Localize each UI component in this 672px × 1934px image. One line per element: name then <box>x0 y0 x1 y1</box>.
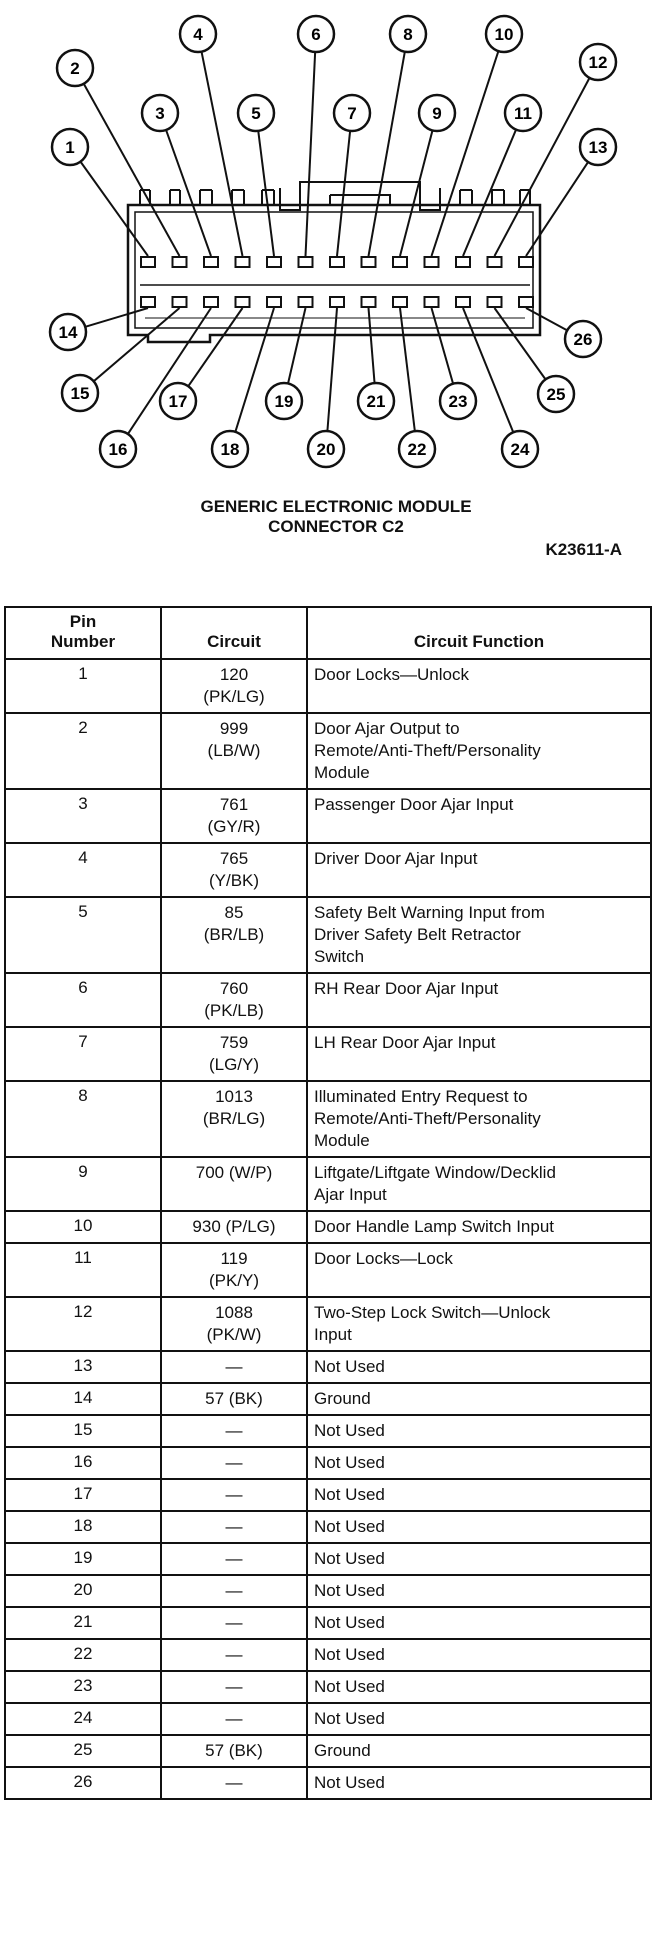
table-row <box>5 1767 651 1799</box>
callout-label-20: 20 <box>316 440 336 459</box>
pin-cavity-6 <box>299 257 313 267</box>
circuit-line: — <box>225 1709 243 1728</box>
leader-line-20 <box>327 308 337 431</box>
function-line: Door Ajar Output to <box>314 719 460 738</box>
diagram-caption-line-1: GENERIC ELECTRONIC MODULE <box>200 497 472 516</box>
circuit-function-cell <box>307 789 651 843</box>
callout-label-11: 11 <box>514 104 532 123</box>
circuit-line: — <box>225 1453 243 1472</box>
pin-number-cell: 3 <box>5 789 161 843</box>
leader-line-10 <box>432 51 499 256</box>
callout-label-15: 15 <box>70 384 90 403</box>
pin-number-cell: 25 <box>5 1735 161 1767</box>
function-line: Not Used <box>314 1517 385 1536</box>
table-row <box>5 1243 651 1297</box>
pin-cavity-2 <box>173 257 187 267</box>
circuit-function-cell <box>307 1243 651 1297</box>
table-row <box>5 1447 651 1479</box>
table-row <box>5 843 651 897</box>
table-row <box>5 1607 651 1639</box>
function-line: Door Locks—Unlock <box>314 665 469 684</box>
function-line: Passenger Door Ajar Input <box>314 795 514 814</box>
pin-cavity-5 <box>267 257 281 267</box>
table-row <box>5 1383 651 1415</box>
function-line: Door Locks—Lock <box>314 1249 453 1268</box>
circuit-cell <box>161 1243 307 1297</box>
circuit-line: — <box>225 1549 243 1568</box>
callout-label-19: 19 <box>274 392 294 411</box>
circuit-line: 120 <box>219 665 249 684</box>
table-row <box>5 1543 651 1575</box>
circuit-cell <box>161 1607 307 1639</box>
circuit-cell <box>161 1639 307 1671</box>
circuit-function-cell <box>307 1671 651 1703</box>
pin-cavity-22 <box>393 297 407 307</box>
circuit-cell <box>161 1447 307 1479</box>
callout-label-17: 17 <box>168 392 188 411</box>
pin-number-cell: 15 <box>5 1415 161 1447</box>
callout-label-10: 10 <box>494 25 514 44</box>
function-line: Ground <box>314 1389 371 1408</box>
table-row <box>5 659 651 713</box>
circuit-line: (GY/R) <box>207 817 261 836</box>
circuit-cell <box>161 1351 307 1383</box>
pin-cavity-7 <box>330 257 344 267</box>
circuit-function-cell <box>307 659 651 713</box>
circuit-cell <box>161 1297 307 1351</box>
pin-number-cell: 1 <box>5 659 161 713</box>
callout-label-22: 22 <box>407 440 427 459</box>
callout-label-3: 3 <box>155 104 165 123</box>
function-line: Driver Safety Belt Retractor <box>314 925 521 944</box>
function-line: Input <box>314 1325 352 1344</box>
pin-cavity-26 <box>519 297 533 307</box>
pin-number-cell: 17 <box>5 1479 161 1511</box>
circuit-function-cell <box>307 1415 651 1447</box>
circuit-cell <box>161 1543 307 1575</box>
circuit-cell <box>161 713 307 789</box>
table-row <box>5 1575 651 1607</box>
circuit-cell <box>161 1671 307 1703</box>
circuit-function-cell <box>307 1767 651 1799</box>
circuit-function-cell <box>307 1211 651 1243</box>
function-line: Module <box>314 763 370 782</box>
circuit-line: 57 (BK) <box>205 1389 263 1408</box>
pin-number-cell: 12 <box>5 1297 161 1351</box>
leader-line-18 <box>235 308 274 432</box>
callout-label-6: 6 <box>311 25 321 44</box>
circuit-line: 761 <box>219 795 249 814</box>
pin-number-cell: 24 <box>5 1703 161 1735</box>
pin-cavity-15 <box>173 297 187 307</box>
circuit-function-cell <box>307 1027 651 1081</box>
table-header-row <box>5 607 651 659</box>
circuit-function-cell <box>307 713 651 789</box>
circuit-cell <box>161 1211 307 1243</box>
circuit-function-cell <box>307 973 651 1027</box>
pin-cavity-19 <box>299 297 313 307</box>
pin-cavity-10 <box>425 257 439 267</box>
pin-cavity-16 <box>204 297 218 307</box>
pin-cavity-3 <box>204 257 218 267</box>
circuit-function-cell <box>307 1351 651 1383</box>
pin-number-cell: 16 <box>5 1447 161 1479</box>
circuit-line: (PK/LB) <box>204 1001 264 1020</box>
header-pin-number <box>5 607 161 659</box>
leader-line-13 <box>526 162 588 256</box>
function-line: Ground <box>314 1741 371 1760</box>
leader-line-7 <box>337 131 350 256</box>
table-row <box>5 1351 651 1383</box>
pin-table <box>4 606 652 1800</box>
pin-number-cell: 6 <box>5 973 161 1027</box>
leader-line-3 <box>166 130 211 256</box>
circuit-cell <box>161 1157 307 1211</box>
circuit-line: 85 <box>224 903 244 922</box>
leader-line-4 <box>202 52 243 256</box>
function-line: LH Rear Door Ajar Input <box>314 1033 496 1052</box>
leader-line-11 <box>463 130 516 256</box>
circuit-cell <box>161 1703 307 1735</box>
circuit-function-cell <box>307 1383 651 1415</box>
pin-cavity-8 <box>362 257 376 267</box>
function-line: Remote/Anti-Theft/Personality <box>314 1109 541 1128</box>
leader-line-9 <box>400 130 432 256</box>
circuit-cell <box>161 1383 307 1415</box>
circuit-function-cell <box>307 1479 651 1511</box>
table-row <box>5 713 651 789</box>
header-pin-line-2: Number <box>50 632 116 651</box>
function-line: Not Used <box>314 1613 385 1632</box>
table-row <box>5 1671 651 1703</box>
circuit-cell <box>161 843 307 897</box>
circuit-cell <box>161 1479 307 1511</box>
circuit-function-cell <box>307 897 651 973</box>
circuit-line: (PK/Y) <box>208 1271 260 1290</box>
circuit-cell <box>161 1735 307 1767</box>
connector-housing <box>128 182 540 342</box>
function-line: Not Used <box>314 1773 385 1792</box>
function-line: Not Used <box>314 1453 385 1472</box>
callout-label-14: 14 <box>58 323 78 342</box>
callout-label-2: 2 <box>70 59 80 78</box>
pin-cavity-9 <box>393 257 407 267</box>
circuit-function-cell <box>307 1703 651 1735</box>
header-circuit: Circuit <box>161 607 307 659</box>
circuit-line: — <box>225 1773 243 1792</box>
table-row <box>5 897 651 973</box>
function-line: Not Used <box>314 1581 385 1600</box>
leader-line-6 <box>306 52 316 256</box>
circuit-line: 57 (BK) <box>205 1741 263 1760</box>
pin-cavities <box>141 257 533 307</box>
circuit-line: — <box>225 1485 243 1504</box>
table-row <box>5 1479 651 1511</box>
table-row <box>5 973 651 1027</box>
circuit-cell <box>161 789 307 843</box>
callout-label-5: 5 <box>251 104 261 123</box>
pin-cavity-18 <box>267 297 281 307</box>
function-line: RH Rear Door Ajar Input <box>314 979 499 998</box>
function-line: Switch <box>314 947 365 966</box>
leader-line-22 <box>400 308 415 431</box>
pin-number-cell: 7 <box>5 1027 161 1081</box>
leader-line-23 <box>432 308 454 384</box>
function-line: Door Handle Lamp Switch Input <box>314 1217 555 1236</box>
circuit-line: (LG/Y) <box>208 1055 260 1074</box>
circuit-cell <box>161 1081 307 1157</box>
table-row <box>5 1157 651 1211</box>
circuit-line: (BR/LB) <box>203 925 265 944</box>
callout-label-1: 1 <box>65 138 75 157</box>
circuit-cell <box>161 659 307 713</box>
header-circuit-function: Circuit Function <box>307 607 651 659</box>
circuit-function-cell <box>307 1607 651 1639</box>
circuit-line: 759 <box>219 1033 249 1052</box>
function-line: Illuminated Entry Request to <box>314 1087 528 1106</box>
circuit-line: — <box>225 1613 243 1632</box>
circuit-function-cell <box>307 1735 651 1767</box>
circuit-cell <box>161 973 307 1027</box>
leader-line-19 <box>288 308 305 383</box>
function-line: Two-Step Lock Switch—Unlock <box>314 1303 551 1322</box>
circuit-line: 760 <box>219 979 249 998</box>
pin-number-cell: 2 <box>5 713 161 789</box>
table-row <box>5 1703 651 1735</box>
circuit-function-cell <box>307 843 651 897</box>
circuit-line: 930 (P/LG) <box>192 1217 276 1236</box>
pin-number-cell: 10 <box>5 1211 161 1243</box>
circuit-line: 999 <box>219 719 249 738</box>
callout-label-12: 12 <box>588 53 608 72</box>
table-row <box>5 789 651 843</box>
callout-label-18: 18 <box>220 440 240 459</box>
table-row <box>5 1081 651 1157</box>
callout-label-24: 24 <box>510 440 530 459</box>
pin-cavity-20 <box>330 297 344 307</box>
circuit-function-cell <box>307 1543 651 1575</box>
pin-number-cell: 14 <box>5 1383 161 1415</box>
table-row <box>5 1735 651 1767</box>
pin-number-cell: 4 <box>5 843 161 897</box>
diagram-caption-line-2: CONNECTOR C2 <box>268 517 404 536</box>
callout-label-16: 16 <box>108 440 128 459</box>
callout-label-7: 7 <box>347 104 357 123</box>
circuit-line: — <box>225 1517 243 1536</box>
pin-cavity-11 <box>456 257 470 267</box>
pin-cavity-1 <box>141 257 155 267</box>
circuit-line: — <box>225 1357 243 1376</box>
circuit-cell <box>161 1767 307 1799</box>
circuit-function-cell <box>307 1297 651 1351</box>
circuit-line: 700 (W/P) <box>195 1163 273 1182</box>
circuit-line: — <box>225 1581 243 1600</box>
function-line: Safety Belt Warning Input from <box>314 903 545 922</box>
circuit-function-cell <box>307 1447 651 1479</box>
table-row <box>5 1415 651 1447</box>
pin-number-cell: 20 <box>5 1575 161 1607</box>
pin-number-cell: 22 <box>5 1639 161 1671</box>
pin-number-cell: 18 <box>5 1511 161 1543</box>
pin-number-cell: 26 <box>5 1767 161 1799</box>
circuit-cell <box>161 1575 307 1607</box>
pin-number-cell: 13 <box>5 1351 161 1383</box>
circuit-line: 1088 <box>215 1303 253 1322</box>
leader-line-25 <box>495 308 546 379</box>
pin-cavity-14 <box>141 297 155 307</box>
circuit-line: — <box>225 1421 243 1440</box>
table-row <box>5 1511 651 1543</box>
pin-cavity-24 <box>456 297 470 307</box>
function-line: Not Used <box>314 1645 385 1664</box>
leader-line-8 <box>369 52 405 256</box>
pin-cavity-12 <box>488 257 502 267</box>
table-body <box>5 659 651 1799</box>
leader-line-26 <box>526 308 567 330</box>
circuit-function-cell <box>307 1511 651 1543</box>
callout-label-23: 23 <box>448 392 468 411</box>
pin-cavity-25 <box>488 297 502 307</box>
circuit-function-cell <box>307 1157 651 1211</box>
pin-number-cell: 9 <box>5 1157 161 1211</box>
callout-label-9: 9 <box>432 104 442 123</box>
callout-label-25: 25 <box>546 385 566 404</box>
table-row <box>5 1639 651 1671</box>
circuit-function-cell <box>307 1081 651 1157</box>
table-row <box>5 1211 651 1243</box>
circuit-function-cell <box>307 1639 651 1671</box>
circuit-line: (LB/W) <box>207 741 261 760</box>
circuit-line: (BR/LG) <box>202 1109 266 1128</box>
pin-cavity-17 <box>236 297 250 307</box>
leader-line-1 <box>80 162 148 256</box>
pin-number-cell: 19 <box>5 1543 161 1575</box>
pin-cavity-21 <box>362 297 376 307</box>
circuit-line: 119 <box>220 1249 248 1268</box>
callout-label-21: 21 <box>366 392 386 411</box>
circuit-line: — <box>225 1645 243 1664</box>
callout-label-4: 4 <box>193 25 203 44</box>
function-line: Remote/Anti-Theft/Personality <box>314 741 541 760</box>
figure-id: K23611-A <box>545 540 622 559</box>
callout-label-13: 13 <box>588 138 608 157</box>
circuit-cell <box>161 1511 307 1543</box>
pin-cavity-23 <box>425 297 439 307</box>
function-line: Ajar Input <box>314 1185 387 1204</box>
leader-line-15 <box>94 308 180 381</box>
leader-line-21 <box>369 308 375 383</box>
circuit-cell <box>161 1027 307 1081</box>
callout-label-26: 26 <box>573 330 593 349</box>
table-row <box>5 1027 651 1081</box>
function-line: Not Used <box>314 1549 385 1568</box>
leader-line-14 <box>85 308 148 327</box>
function-line: Driver Door Ajar Input <box>314 849 478 868</box>
circuit-line: 1013 <box>215 1087 253 1106</box>
table-row <box>5 1297 651 1351</box>
circuit-cell <box>161 1415 307 1447</box>
pin-cavity-13 <box>519 257 533 267</box>
circuit-line: (Y/BK) <box>208 871 260 890</box>
function-line: Module <box>314 1131 370 1150</box>
function-line: Not Used <box>314 1677 385 1696</box>
circuit-line: (PK/LG) <box>203 687 265 706</box>
circuit-function-cell <box>307 1575 651 1607</box>
pin-number-cell: 23 <box>5 1671 161 1703</box>
circuit-line: (PK/W) <box>206 1325 262 1344</box>
circuit-line: 765 <box>219 849 249 868</box>
function-line: Not Used <box>314 1485 385 1504</box>
callout-label-8: 8 <box>403 25 413 44</box>
header-pin-line-1: Pin <box>69 612 97 631</box>
pin-number-cell: 8 <box>5 1081 161 1157</box>
pin-cavity-4 <box>236 257 250 267</box>
function-line: Not Used <box>314 1421 385 1440</box>
leader-line-5 <box>258 131 274 256</box>
pin-number-cell: 21 <box>5 1607 161 1639</box>
circuit-cell <box>161 897 307 973</box>
pin-number-cell: 11 <box>5 1243 161 1297</box>
circuit-line: — <box>225 1677 243 1696</box>
function-line: Not Used <box>314 1357 385 1376</box>
pin-number-cell: 5 <box>5 897 161 973</box>
leader-line-17 <box>188 308 242 386</box>
function-line: Not Used <box>314 1709 385 1728</box>
function-line: Liftgate/Liftgate Window/Decklid <box>314 1163 556 1182</box>
